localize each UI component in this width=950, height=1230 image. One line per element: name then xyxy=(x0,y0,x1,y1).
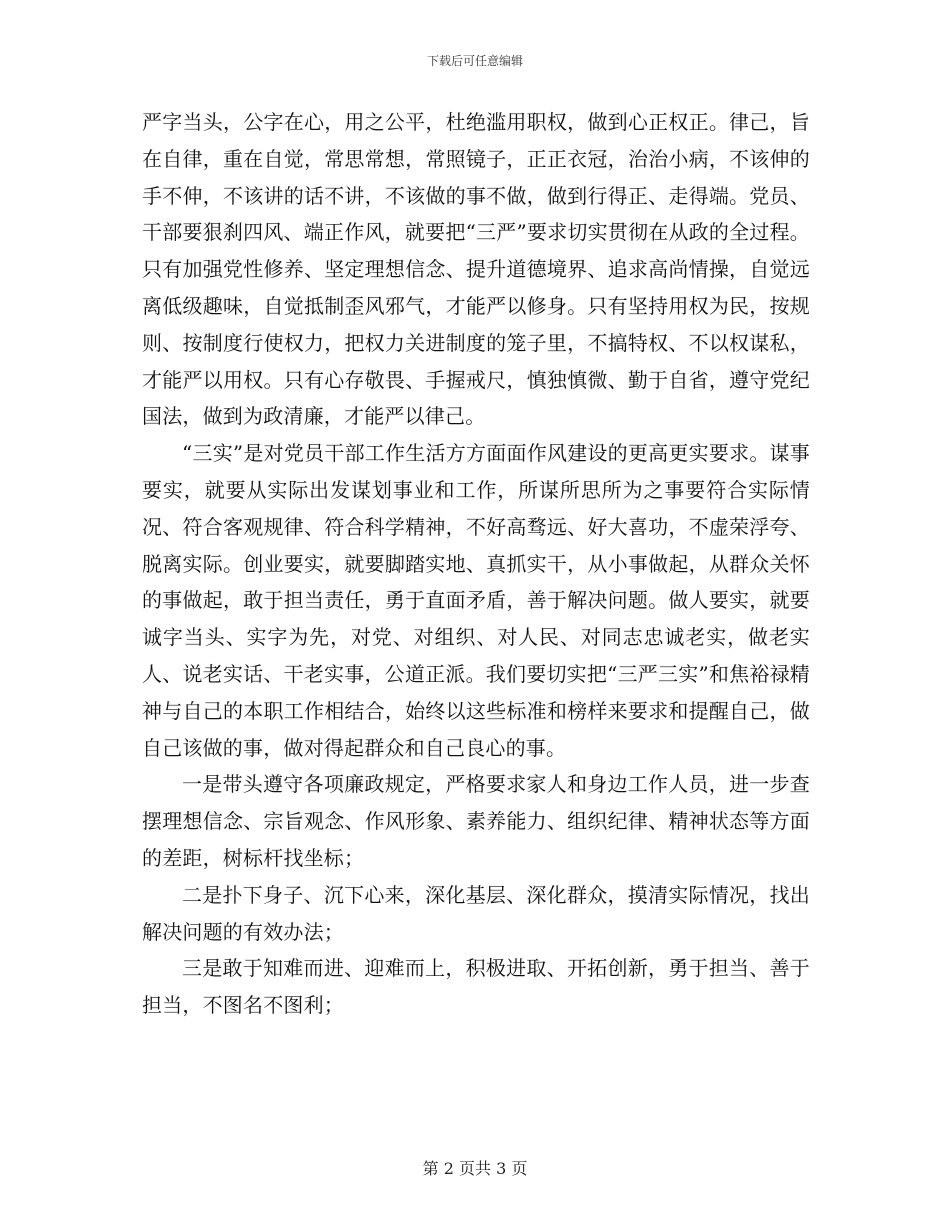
paragraph-san-shi: “三实”是对党员干部工作生活方方面面作风建设的更高更实要求。谋事要实，就要从实际出发谋划事业和工作，所谋所思所为之事要符合实际情况、符合客观规律、符合科学精神，不好高骛远、好大喜功，不虚荣浮夸、脱离实际。创业要实，就要脚踏实地、真抓实干，从小事做起，从群众关怀的事做起，敢于担当责任，勇于直面矛盾，善于解决问题。做人要实，就要诚字当头、实字为先，对党、对组织、对人民、对同志忠诚老实，做老实人、说老实话、干老实事，公道正派。我们要切实把“三严三实”和焦裕禄精神与自己的本职工作相结合，始终以这些标准和榜样来要求和提醒自己，做自己该做的事，做对得起群众和自己良心的事。 xyxy=(142,441,810,760)
paragraph-yan-yi-lv-ji: 严字当头，公字在心，用之公平，杜绝滥用职权，做到心正权正。律己，旨在自律，重在自觉，常思常想，常照镜子，正正衣冠，治治小病，不该伸的手不伸，不该讲的话不讲，不该做的事不做，做到行得正、走得端。党员、干部要狠刹四风、端正作风，就要把“三严”要求切实贯彻在从政的全过程。只有加强党性修养、坚定理想信念、提升道德境界、追求高尚情操，自觉远离低级趣味，自觉抵制歪风邪气，才能严以修身。只有坚持用权为民，按规则、按制度行使权力，把权力关进制度的笼子里，不搞特权、不以权谋私，才能严以用权。只有心存敬畏、手握戒尺，慎独慎微、勤于自省，遵守党纪国法，做到为政清廉，才能严以律己。 xyxy=(142,110,810,429)
page-header-note: 下载后可任意编辑 xyxy=(426,54,523,68)
paragraph-point-two: 二是扑下身子、沉下心来，深化基层、深化群众，摸清实际情况，找出解决问题的有效办法； xyxy=(142,882,810,944)
paragraph-point-three: 三是敢于知难而进、迎难而上，积极进取、开拓创新，勇于担当、善于担当，不图名不图利； xyxy=(142,956,810,1018)
document-body xyxy=(142,104,810,1024)
page-number: 第 2 页共 3 页 xyxy=(422,1159,528,1178)
paragraph-point-one: 一是带头遵守各项廉政规定，严格要求家人和身边工作人员，进一步查摆理想信念、宗旨观念、作风形象、素养能力、组织纪律、精神状态等方面的差距，树标杆找坐标； xyxy=(142,772,810,870)
